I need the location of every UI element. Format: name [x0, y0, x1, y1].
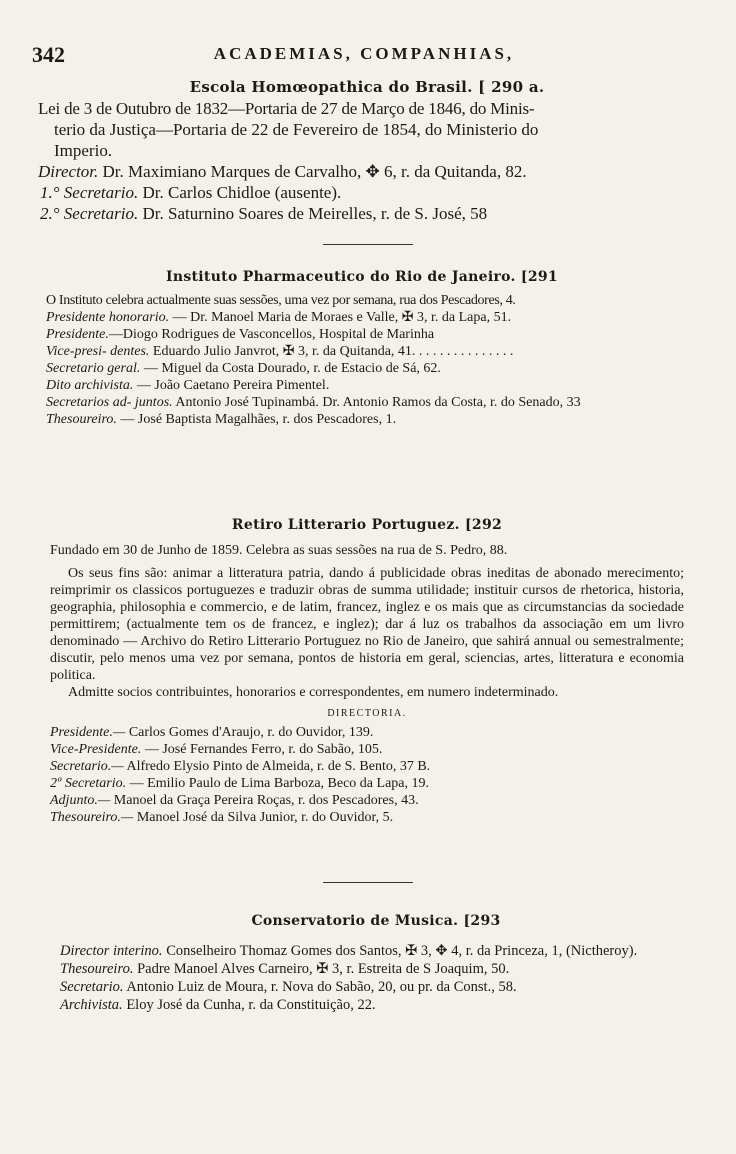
- officer-role: Dito archivista.: [46, 378, 134, 393]
- officer-details: Manoel da Graça Pereira Roças, r. dos Pescadores, 43.: [113, 793, 419, 808]
- officer-row: [60, 942, 692, 960]
- officer-row: [46, 309, 678, 326]
- officer-row: [50, 809, 684, 826]
- legal-line: terio da Justiça—Portaria de 22 de Fevereiro de 1854, do Ministerio do: [54, 120, 539, 139]
- officer-details: — Miguel da Costa Dourado, r. de Estacio de Sá, 62.: [143, 361, 441, 376]
- officer-role: Adjunto.—: [50, 793, 111, 808]
- officer-role: Presidente honorario.: [46, 310, 170, 325]
- officer-row: [46, 343, 678, 360]
- officer-details: Eduardo Julio Janvrot, ✠ 3, r. da Quitanda, 41. . . . . . . . . . . . . . .: [152, 344, 514, 359]
- officer-row: [50, 775, 684, 792]
- officer-details: Alfredo Elysio Pinto de Almeida, r. de S. Bento, 37 B.: [126, 759, 431, 774]
- running-header: [32, 42, 696, 68]
- officer-row: [38, 182, 696, 203]
- officer-details: Dr. Carlos Chidloe (ausente).: [142, 183, 342, 202]
- section-divider: [323, 244, 413, 245]
- page-number: 342: [32, 42, 65, 67]
- officer-details: Dr. Saturnino Soares de Meirelles, r. de S. José, 58: [142, 204, 488, 223]
- officer-role: Director interino.: [60, 943, 163, 959]
- directoria-heading: DIRECTORIA.: [327, 708, 407, 719]
- officer-details: Antonio Luiz de Moura, r. Nova do Sabão, 20, ou pr. da Const., 58.: [126, 979, 517, 995]
- officer-details: Padre Manoel Alves Carneiro, ✠ 3, r. Estreita de S Joaquim, 50.: [137, 961, 510, 977]
- section-title: Retiro Litterario Portuguez. [292: [231, 517, 503, 533]
- officer-details: — Emilio Paulo de Lima Barboza, Beco da Lapa, 19.: [129, 776, 429, 791]
- membership-paragraph: Admitte socios contribuintes, honorarios e correspondentes, em numero indeterminado.: [68, 685, 559, 700]
- officer-details: Dr. Maximiano Marques de Carvalho, ✥ 6, r. da Quitanda, 82.: [102, 162, 527, 181]
- officer-role: Thesoureiro.—: [50, 810, 134, 825]
- officer-row: [38, 161, 696, 182]
- officer-details: Manoel José da Silva Junior, r. do Ouvidor, 5.: [136, 810, 394, 825]
- officer-details: — João Caetano Pereira Pimentel.: [136, 378, 330, 393]
- founded-line: Fundado em 30 de Junho de 1859. Celebra as suas sessões na rua de S. Pedro, 88.: [50, 543, 508, 558]
- officer-role: Secretario geral.: [46, 361, 141, 376]
- officer-details: Antonio José Tupinambá. Dr. Antonio Ramos da Costa, r. do Senado, 33: [175, 395, 581, 410]
- officer-details: — José Baptista Magalhães, r. dos Pescadores, 1.: [120, 412, 397, 427]
- officer-details: — José Fernandes Ferro, r. do Sabão, 105.: [144, 742, 383, 757]
- section-escola: [38, 76, 696, 224]
- section-instituto: [46, 266, 678, 428]
- officer-details: — Dr. Manoel Maria de Moraes e Valle, ✠ 3, r. da Lapa, 51.: [172, 310, 512, 325]
- officer-role: Secretario.: [60, 979, 124, 995]
- officer-row: [50, 724, 684, 741]
- section-title: Escola Homœopathica do Brasil. [ 290 a.: [189, 78, 545, 96]
- section-title: Instituto Pharmaceutico do Rio de Janeiro. [291: [166, 269, 558, 285]
- officer-role: Secretario.—: [50, 759, 124, 774]
- officer-role: Vice-presi- dentes.: [46, 344, 150, 359]
- officer-role: Secretarios ad- juntos.: [46, 395, 173, 410]
- officer-row: [50, 741, 684, 758]
- officer-role: 2º Secretario.: [50, 776, 127, 791]
- officer-row: [60, 978, 692, 996]
- officer-row: [46, 326, 678, 343]
- aims-paragraph: Os seus fins são: animar a litteratura patria, dando á publicidade obras ineditas de abonado merecimento; reimprimir os classicos portuguezes e traduzir obras de summa utilidade; instituir cursos de rhetorica, historia, geographia, philosophia e commercio, e de latim, francez, inglez e os mais que as circumstancias da sociedade permittirem; (actualmente tem os de francez, e inglez); dar á luz os trabalhos da associação em um livro denominado — Archivo do Retiro Litterario Portuguez no Rio de Janeiro, que sahirá annual ou semestralmente; discutir, pelo menos uma vez por semana, pontos de historia em geral, sciencias, artes, litteratura e economia politica.: [50, 566, 684, 683]
- officer-row: [46, 360, 678, 377]
- officer-role: Thesoureiro.: [46, 412, 117, 427]
- officer-role: 1.° Secretario.: [40, 183, 139, 202]
- officer-role: Presidente.—: [50, 725, 126, 740]
- officer-row: [60, 960, 692, 978]
- officer-row: [46, 411, 678, 428]
- section-retiro: [50, 514, 684, 826]
- officer-row: [60, 996, 692, 1014]
- officer-role: 2.° Secretario.: [40, 204, 139, 223]
- section-title: Conservatorio de Musica. [293: [251, 913, 501, 929]
- section-conservatorio: [60, 910, 692, 1014]
- officer-role: Archivista.: [60, 997, 123, 1013]
- officer-role: Vice-Presidente.: [50, 742, 142, 757]
- officer-row: [50, 758, 684, 775]
- running-title: ACADEMIAS, COMPANHIAS,: [213, 44, 515, 63]
- officer-role: Presidente.: [46, 327, 109, 342]
- legal-line: Imperio.: [54, 141, 113, 160]
- officer-role: Director.: [38, 162, 99, 181]
- officer-row: [46, 394, 678, 411]
- officer-role: Thesoureiro.: [60, 961, 134, 977]
- legal-line: Lei de 3 de Outubro de 1832—Portaria de 27 de Março de 1846, do Minis-: [38, 99, 535, 118]
- officer-row: [50, 792, 684, 809]
- officer-details: Eloy José da Cunha, r. da Constituição, 22.: [126, 997, 376, 1013]
- officer-row: [38, 203, 696, 224]
- officer-row: [46, 377, 678, 394]
- section-divider: [323, 882, 413, 883]
- officer-details: Conselheiro Thomaz Gomes dos Santos, ✠ 3, ✥ 4, r. da Princeza, 1, (Nictheroy).: [166, 943, 638, 959]
- officer-details: —Diogo Rodrigues de Vasconcellos, Hospital de Marinha: [108, 327, 435, 342]
- intro-text: O Instituto celebra actualmente suas sessões, uma vez por semana, rua dos Pescadores, 4.: [46, 293, 516, 308]
- officer-details: Carlos Gomes d'Araujo, r. do Ouvidor, 139.: [128, 725, 374, 740]
